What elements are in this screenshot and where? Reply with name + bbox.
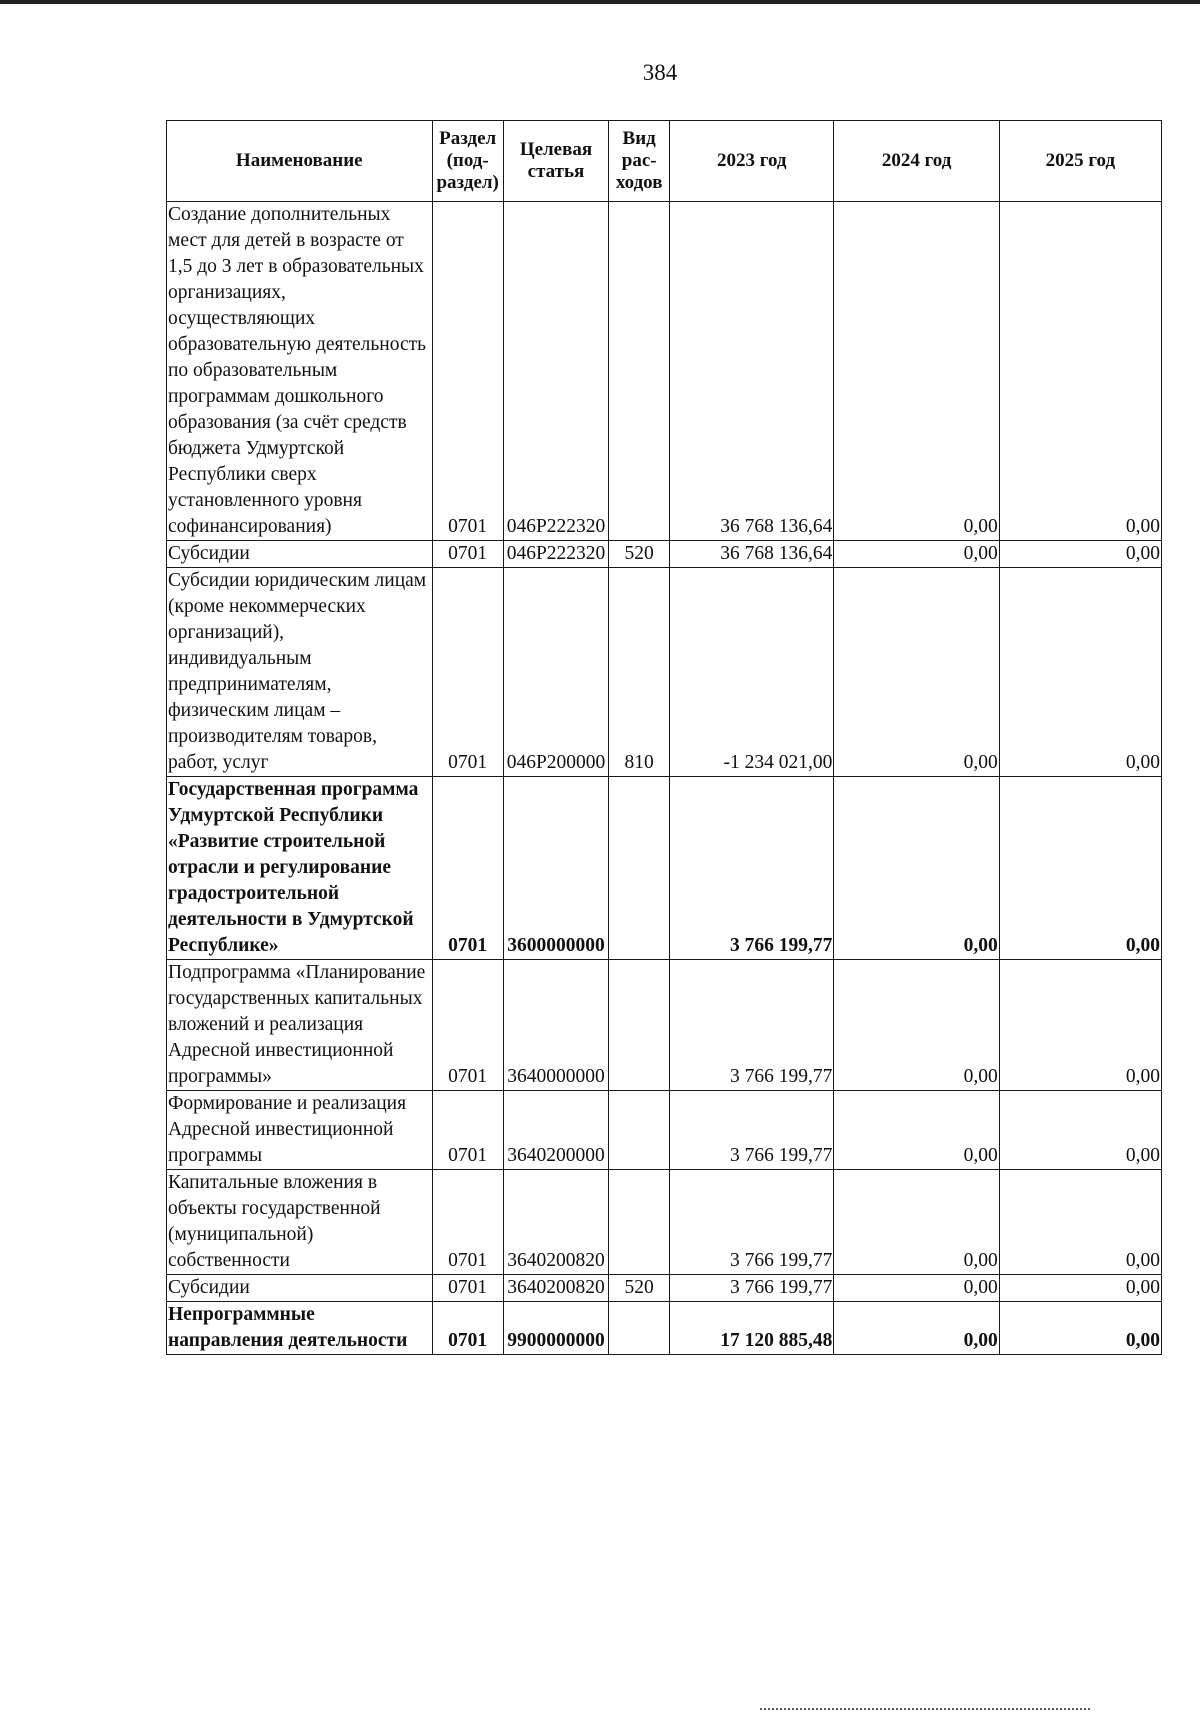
row-section: 0701 — [432, 777, 503, 960]
row-target: 9900000000 — [503, 1302, 608, 1355]
table-row — [167, 1091, 1162, 1170]
row-target: 3600000000 — [503, 777, 608, 960]
header-2024: 2024 год — [834, 121, 999, 202]
row-section: 0701 — [432, 1091, 503, 1170]
row-target: 3640200820 — [503, 1275, 608, 1302]
row-2024: 0,00 — [834, 541, 999, 568]
row-2024: 0,00 — [834, 202, 999, 541]
row-2023: 3 766 199,77 — [670, 960, 834, 1091]
row-target: 3640200820 — [503, 1170, 608, 1275]
row-name: Подпрограмма «Планирование государственных капитальных вложений и реализация Адресной инвестиционной программы» — [167, 960, 433, 1091]
row-section: 0701 — [432, 541, 503, 568]
table-row — [167, 1302, 1162, 1355]
row-type — [609, 202, 670, 541]
header-target: Целевая статья — [503, 121, 608, 202]
header-2025: 2025 год — [999, 121, 1161, 202]
row-2024: 0,00 — [834, 1275, 999, 1302]
header-2023: 2023 год — [670, 121, 834, 202]
row-type: 520 — [609, 541, 670, 568]
row-2023: 36 768 136,64 — [670, 202, 834, 541]
row-2024: 0,00 — [834, 960, 999, 1091]
row-type — [609, 1091, 670, 1170]
scan-top-border — [0, 0, 1200, 4]
row-type — [609, 1302, 670, 1355]
row-2025: 0,00 — [999, 568, 1161, 777]
row-name: Непрограммные направления деятельности — [167, 1302, 433, 1355]
row-2023: 3 766 199,77 — [670, 777, 834, 960]
table-header-row — [167, 121, 1162, 202]
row-2025: 0,00 — [999, 960, 1161, 1091]
header-type: Вид рас-ходов — [609, 121, 670, 202]
row-section: 0701 — [432, 1275, 503, 1302]
row-2023: 36 768 136,64 — [670, 541, 834, 568]
table-row — [167, 541, 1162, 568]
row-type — [609, 777, 670, 960]
row-target: 3640000000 — [503, 960, 608, 1091]
budget-table — [166, 120, 1162, 1355]
row-2023: -1 234 021,00 — [670, 568, 834, 777]
row-section: 0701 — [432, 1302, 503, 1355]
table-row — [167, 202, 1162, 541]
row-name: Создание дополнительных мест для детей в возрасте от 1,5 до 3 лет в образовательных организациях, осуществляющих образовательную деятельность по образовательным программам дошкольного образования (за счёт средств бюджета Удмуртской Республики сверх установленного уровня софинансирования) — [167, 202, 433, 541]
row-2023: 17 120 885,48 — [670, 1302, 834, 1355]
row-2023: 3 766 199,77 — [670, 1091, 834, 1170]
header-name: Наименование — [167, 121, 433, 202]
header-section: Раздел (под-раздел) — [432, 121, 503, 202]
row-type — [609, 1170, 670, 1275]
row-section: 0701 — [432, 202, 503, 541]
row-2025: 0,00 — [999, 1170, 1161, 1275]
row-name: Государственная программа Удмуртской Республики «Развитие строительной отрасли и регулирование градостроительной деятельности в Удмуртской Республике» — [167, 777, 433, 960]
table-row — [167, 777, 1162, 960]
row-2024: 0,00 — [834, 568, 999, 777]
row-2025: 0,00 — [999, 202, 1161, 541]
row-2025: 0,00 — [999, 1091, 1161, 1170]
row-name: Субсидии — [167, 1275, 433, 1302]
row-2024: 0,00 — [834, 1170, 999, 1275]
row-2023: 3 766 199,77 — [670, 1170, 834, 1275]
table-row — [167, 960, 1162, 1091]
row-2024: 0,00 — [834, 1091, 999, 1170]
row-target: 3640200000 — [503, 1091, 608, 1170]
row-section: 0701 — [432, 568, 503, 777]
row-type: 810 — [609, 568, 670, 777]
row-2025: 0,00 — [999, 777, 1161, 960]
scan-bottom-marks — [760, 1708, 1090, 1712]
row-2025: 0,00 — [999, 1302, 1161, 1355]
row-section: 0701 — [432, 1170, 503, 1275]
table-row — [167, 1170, 1162, 1275]
row-target: 046P200000 — [503, 568, 608, 777]
page-number: 384 — [642, 60, 678, 85]
row-target: 046P222320 — [503, 202, 608, 541]
row-2025: 0,00 — [999, 541, 1161, 568]
row-name: Формирование и реализация Адресной инвестиционной программы — [167, 1091, 433, 1170]
row-name: Субсидии юридическим лицам (кроме некоммерческих организаций), индивидуальным предпринимателям, физическим лицам – производителям товаров, работ, услуг — [167, 568, 433, 777]
row-target: 046P222320 — [503, 541, 608, 568]
row-name: Субсидии — [167, 541, 433, 568]
row-section: 0701 — [432, 960, 503, 1091]
row-2025: 0,00 — [999, 1275, 1161, 1302]
row-2023: 3 766 199,77 — [670, 1275, 834, 1302]
row-type: 520 — [609, 1275, 670, 1302]
row-type — [609, 960, 670, 1091]
table-row — [167, 1275, 1162, 1302]
row-2024: 0,00 — [834, 777, 999, 960]
row-name: Капитальные вложения в объекты государственной (муниципальной) собственности — [167, 1170, 433, 1275]
row-2024: 0,00 — [834, 1302, 999, 1355]
table-row — [167, 568, 1162, 777]
